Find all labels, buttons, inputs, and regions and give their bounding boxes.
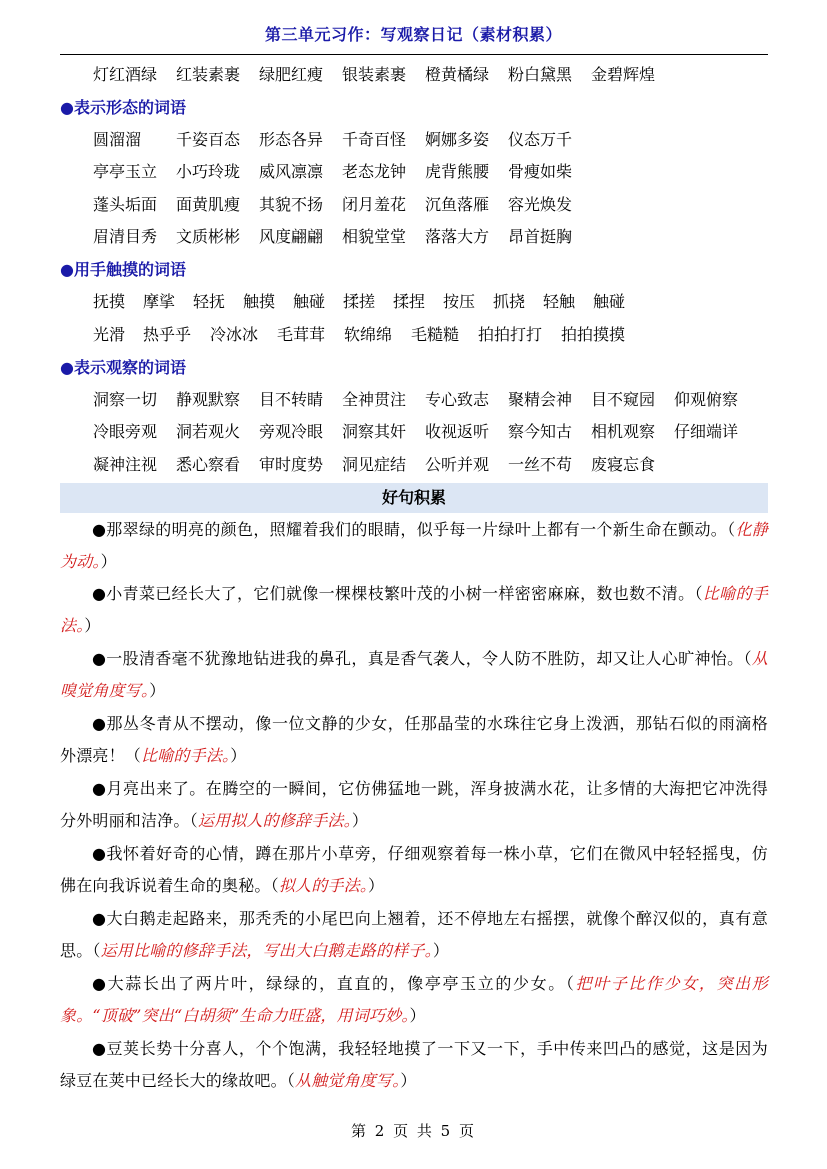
word-item: 亭亭玉立 <box>93 162 158 181</box>
color-words-row <box>93 63 674 87</box>
word-item: 毛茸茸 <box>277 325 326 344</box>
page-title: 第三单元习作：写观察日记（素材积累） <box>264 25 562 44</box>
sentence-note: 化静为动。 <box>60 520 768 571</box>
sentence-note: 拟人的手法。 <box>278 876 369 895</box>
word-item: 婀娜多姿 <box>425 130 490 149</box>
word-item: 威风凛凛 <box>259 162 324 181</box>
section-heading-observe: ●表示观察的词语 <box>60 358 186 377</box>
section-heading-touch: ●用手触摸的词语 <box>60 260 186 279</box>
sentence-note: 运用拟人的修辞手法。 <box>197 811 352 830</box>
word-item: 凝神注视 <box>93 455 158 474</box>
sentence-item: ●月亮出来了。在腾空的一瞬间，它仿佛猛地一跳，浑身披满水花，让多情的大海把它冲洗得分外明丽和洁净。（运用拟人的修辞手法。） <box>60 779 768 830</box>
word-item: 其貌不扬 <box>259 195 324 214</box>
word-item: 冷眼旁观 <box>93 422 158 441</box>
word-item: 落落大方 <box>425 227 490 246</box>
word-item: 容光焕发 <box>508 195 573 214</box>
sentence-note: 从嗅觉角度写。 <box>60 649 768 700</box>
word-item: 形态各异 <box>259 130 324 149</box>
sentence-item: ●小青菜已经长大了，它们就像一棵棵枝繁叶茂的小树一样密密麻麻，数也数不清。（比喻的手法。） <box>60 584 768 635</box>
word-item: 拍拍摸摸 <box>561 325 626 344</box>
sentence-note: 比喻的手法。 <box>60 584 768 635</box>
word-item: 仰观俯察 <box>674 390 739 409</box>
word-item: 目不窥园 <box>591 390 656 409</box>
word-item: 毛糙糙 <box>411 325 460 344</box>
sentence-item: ●那丛冬青从不摆动，像一位文静的少女，任那晶莹的水珠往它身上泼洒，那钻石似的雨滴格外漂亮！（比喻的手法。） <box>60 714 768 765</box>
word-item: 洞察一切 <box>93 390 158 409</box>
word-row <box>93 225 591 249</box>
sentence-item: ●大蒜长出了两片叶，绿绿的，直直的，像亭亭玉立的少女。（把叶子比作少女，突出形象。“顶破”突出“白胡须”生命力旺盛，用词巧妙。） <box>60 974 769 1025</box>
word-item: 红装素裹 <box>176 65 241 84</box>
word-item: 全神贯注 <box>342 390 407 409</box>
word-item: 触碰 <box>293 292 326 311</box>
word-item: 光滑 <box>93 325 126 344</box>
sentence-note: 把叶子比作少女，突出形象。“顶破”突出“白胡须”生命力旺盛，用词巧妙。 <box>60 974 769 1025</box>
sentence-item: ●一股清香毫不犹豫地钻进我的鼻孔，真是香气袭人，令人防不胜防，却又让人心旷神怡。（从嗅觉角度写。） <box>60 649 768 700</box>
word-item: 千姿百态 <box>176 130 241 149</box>
word-item: 按压 <box>443 292 476 311</box>
word-item: 抚摸 <box>93 292 126 311</box>
word-item: 骨瘦如柴 <box>508 162 573 181</box>
word-item: 聚精会神 <box>508 390 573 409</box>
word-item: 轻抚 <box>193 292 226 311</box>
word-item: 揉搓 <box>343 292 376 311</box>
word-item: 软绵绵 <box>344 325 393 344</box>
word-item: 橙黄橘绿 <box>425 65 490 84</box>
word-item: 收视返听 <box>425 422 490 441</box>
word-item: 沉鱼落雁 <box>425 195 490 214</box>
word-item: 旁观冷眼 <box>259 422 324 441</box>
word-item: 粉白黛黑 <box>508 65 573 84</box>
word-row <box>93 388 757 412</box>
word-item: 文质彬彬 <box>176 227 241 246</box>
word-row <box>93 193 591 217</box>
word-item: 老态龙钟 <box>342 162 407 181</box>
word-item: 千奇百怪 <box>342 130 407 149</box>
word-item: 察今知古 <box>508 422 573 441</box>
word-item: 审时度势 <box>259 455 324 474</box>
word-item: 揉捏 <box>393 292 426 311</box>
word-item: 废寝忘食 <box>591 455 656 474</box>
sentence-item: ●豆荚长势十分喜人，个个饱满，我轻轻地摸了一下又一下，手中传来凹凸的感觉，这是因为绿豆在荚中已经长大的缘故吧。（从触觉角度写。） <box>60 1039 768 1090</box>
word-item: 圆溜溜 <box>93 130 142 149</box>
word-item: 相机观察 <box>591 422 656 441</box>
title-divider <box>60 54 768 55</box>
word-item: 专心致志 <box>425 390 490 409</box>
word-item: 相貌堂堂 <box>342 227 407 246</box>
word-item: 洞察其奸 <box>342 422 407 441</box>
word-item: 虎背熊腰 <box>425 162 490 181</box>
word-item: 仪态万千 <box>508 130 573 149</box>
word-row <box>93 420 757 444</box>
word-item: 小巧玲珑 <box>176 162 241 181</box>
word-row <box>93 453 674 477</box>
word-item: 绿肥红瘦 <box>259 65 324 84</box>
word-item: 抓挠 <box>493 292 526 311</box>
good-sentences-heading: 好句积累 <box>381 488 446 507</box>
sentence-item: ●我怀着好奇的心情，蹲在那片小草旁，仔细观察着每一株小草，它们在微风中轻轻摇曳，仿佛在向我诉说着生命的奥秘。（拟人的手法。） <box>60 844 768 895</box>
word-item: 冷冰冰 <box>210 325 259 344</box>
word-item: 摩挲 <box>143 292 176 311</box>
word-item: 轻触 <box>543 292 576 311</box>
word-item: 静观默察 <box>176 390 241 409</box>
sentence-note: 比喻的手法。 <box>141 746 231 765</box>
word-row <box>93 323 644 347</box>
word-item: 昂首挺胸 <box>508 227 573 246</box>
word-row <box>93 160 591 184</box>
word-item: 风度翩翩 <box>259 227 324 246</box>
sentence-item: ●那翠绿的明亮的颜色，照耀着我们的眼睛，似乎每一片绿叶上都有一个新生命在颤动。（化静为动。） <box>60 520 768 571</box>
word-item: 悉心察看 <box>176 455 241 474</box>
word-item: 目不转睛 <box>259 390 324 409</box>
word-item: 触摸 <box>243 292 276 311</box>
word-item: 银装素裹 <box>342 65 407 84</box>
word-item: 热乎乎 <box>143 325 192 344</box>
word-item: 金碧辉煌 <box>591 65 656 84</box>
sentence-note: 从触觉角度写。 <box>295 1071 401 1090</box>
word-item: 一丝不苟 <box>508 455 573 474</box>
page-number: 第 2 页 共 5 页 <box>351 1122 476 1140</box>
section-heading-shape: ●表示形态的词语 <box>60 98 186 117</box>
word-item: 仔细端详 <box>674 422 739 441</box>
word-item: 面黄肌瘦 <box>176 195 241 214</box>
word-item: 闭月羞花 <box>342 195 407 214</box>
word-item: 眉清目秀 <box>93 227 158 246</box>
word-item: 洞若观火 <box>176 422 241 441</box>
word-row <box>93 128 591 152</box>
good-sentences-band <box>60 483 768 513</box>
word-row <box>93 290 643 314</box>
word-item: 洞见症结 <box>342 455 407 474</box>
word-item: 触碰 <box>593 292 626 311</box>
sentence-note: 运用比喻的修辞手法，写出大白鹅走路的样子。 <box>100 941 433 960</box>
word-item: 灯红酒绿 <box>93 65 158 84</box>
sentence-item: ●大白鹅走起路来，那秃秃的小尾巴向上翘着，还不停地左右摇摆，就像个醉汉似的，真有意思。（运用比喻的修辞手法，写出大白鹅走路的样子。） <box>60 909 768 960</box>
word-item: 蓬头垢面 <box>93 195 158 214</box>
word-item: 拍拍打打 <box>478 325 543 344</box>
word-item: 公听并观 <box>425 455 490 474</box>
